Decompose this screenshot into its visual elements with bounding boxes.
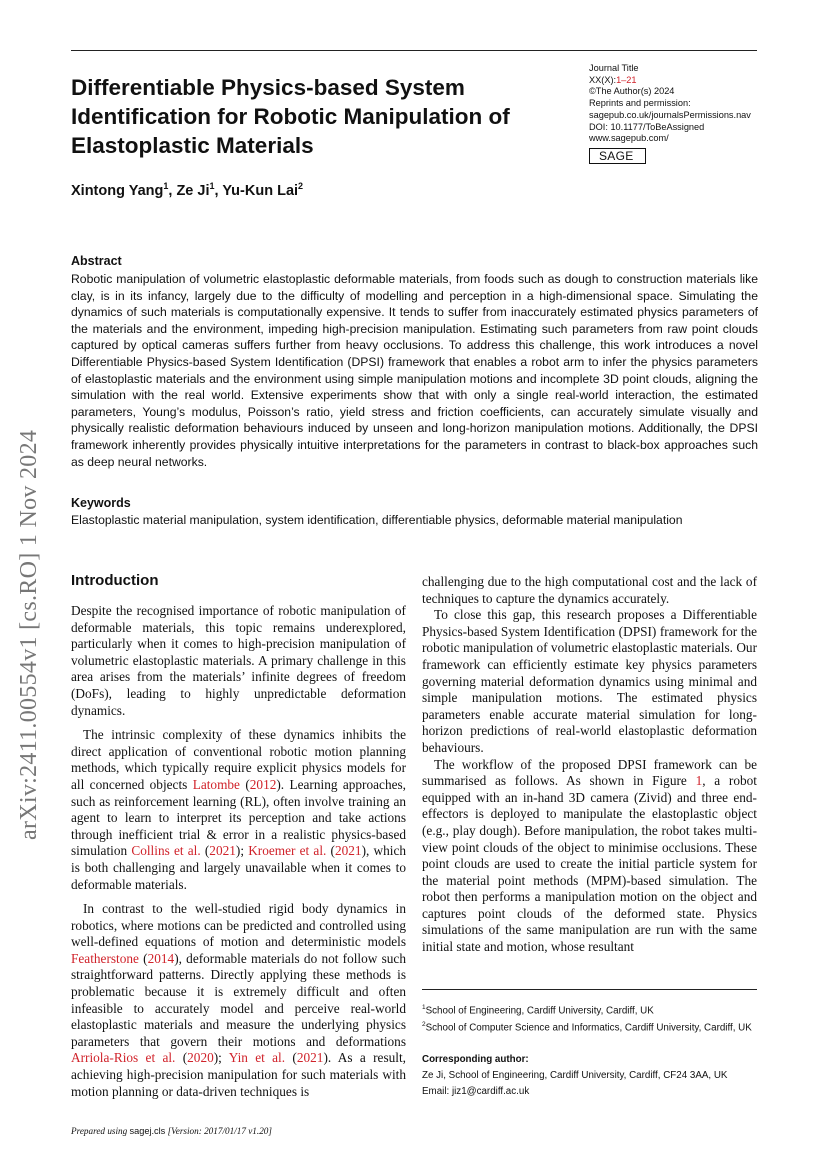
paragraph: The intrinsic complexity of these dynamics inhibits the direct application of conventional robotic motion planning methods, which typically require explicit physics models for all concerned objects Latombe (2012). Learning approaches, such as reinforcement learning (RL), often involve training an agent to learn to interpret its perception and take actions through inefficient trial & error in a realistic physics-based simulation Collins et al. (2021); Kroemer et al. (2021), which is both challenging and largely unavailable when it comes to deformable materials. (71, 727, 407, 892)
citation-year-link[interactable]: 2014 (147, 950, 175, 966)
affiliations (422, 1001, 762, 1034)
citation-link[interactable]: Arriola-Rios et al. (71, 1050, 176, 1066)
corresponding-email: Email: jiz1@cardiff.ac.uk (422, 1086, 530, 1098)
affiliation-mark: 1 (209, 181, 215, 191)
paragraph: In contrast to the well-studied rigid body dynamics in robotics, where motions can be predicted and controlled using well-defined equations of motion and deterministic models Featherstone (2014), deformable materials do not follow such straightforward patterns. Directly applying these methods is problematic because it is extremely difficult and often infeasible to accurately model and perceive real-world elastoplastic materials and measure the underlying physics parameters that govern their motions and deformations Arriola-Rios et al. (2020); Yin et al. (2021). As a result, achieving high-precision manipulation for such materials with motion planning or data-driven techniques is (71, 901, 406, 1099)
left-column (71, 603, 406, 1100)
permissions-url: sagepub.co.uk/journalsPermissions.nav (589, 109, 751, 120)
page-range-link[interactable]: 1–21 (616, 74, 637, 85)
figure-ref-link[interactable]: 1 (695, 773, 703, 789)
footnote-rule (422, 989, 757, 990)
corresponding-author-heading: Corresponding author: (422, 1054, 529, 1065)
citation-link[interactable]: Yin et al. (228, 1050, 286, 1066)
paragraph: To close this gap, this research proposes a Differentiable Physics-based System Identification (DPSI) framework for the robotic manipulation of volumetric elastoplastic materials. Our framework can efficiently estimate key physics parameters governing material deformation dynamics using minimal and simple manipulation motions. The estimated physics parameters enable accurate material simulation for long-horizon predictions of real-world elastoplastic deformation behaviours. (422, 607, 757, 755)
paragraph: challenging due to the high computational cost and the lack of techniques to capture the dynamics accurately. (422, 574, 757, 606)
paragraph: Despite the recognised importance of robotic manipulation of deformable materials, this topic remains underexplored, particularly when it comes to high-precision manipulation of volumetric elastoplastic materials. A primary challenge in this area arises from the materials’ infinite degrees of freedom (DoFs), leading to highly unpredictable deformation dynamics. (71, 603, 406, 718)
citation-year-link[interactable]: 2021 (296, 1050, 324, 1066)
doi: DOI: 10.1177/ToBeAssigned (589, 121, 705, 132)
abstract-heading: Abstract (71, 254, 122, 268)
abstract-text: Robotic manipulation of volumetric elastoplastic deformable materials, from foods such as dough to construction materials like clay, is in its infancy, largely due to the difficulty of modelling and perception in a high-dimensional space. Simulating the dynamics of such materials is computationally expensive. It tends to suffer from inaccurately estimated physics parameters of the materials and the environment, impeding high-precision manipulation. Estimating such parameters from raw point clouds captured by optical cameras suffers further from heavy occlusions. To address this challenge, this work introduces a novel Differentiable Physics-based System Identification (DPSI) framework that enables a robot arm to infer the physics parameters of elastoplastic materials and the environment using simple manipulation motions and incomplete 3D point clouds, aligning the simulation with the real world. Extensive experiments show that with only a single real-world interaction, the estimated parameters, Young’s modulus, Poisson’s ratio, yield stress and friction coefficients, can accurately simulate visually and physically realistic deformation behaviours induced by unseen and long-horizon manipulation motions. Additionally, the DPSI framework inherently provides physically intuitive interpretations for the parameters in contrast to black-box approaches such as deep neural networks. (71, 272, 758, 469)
affiliation-mark: 2 (298, 181, 304, 191)
paragraph: The workflow of the proposed DPSI framework can be summarised as follows. As shown in Figure 1, a robot equipped with an in-hand 3D camera (Zivid) and three end-effectors is deployed to manipulate the elastoplastic object (e.g., play dough). Before manipulation, the robot takes multi-view point clouds of the object to minimise occlusions. These point clouds are used to create the initial particle system for the material point methods (MPM)-based simulation. The robot then performs a manipulation motion on the object and captures point clouds of the deformed state. Physics simulations of the same manipulation are run with the same initial state and motion, whose resultant (422, 756, 757, 955)
corresponding-author-details (422, 1068, 727, 1101)
affiliation-2: $^2$School of Computer Science and Informatics, Cardiff University, Cardiff, UK (422, 1020, 752, 1033)
author: Ze Ji$^1$, (176, 181, 223, 199)
affiliation-1: $^1$School of Engineering, Cardiff University, Cardiff, UK (422, 1004, 654, 1017)
right-column (422, 574, 757, 956)
copyright: ©The Author(s) 2024 (589, 86, 675, 97)
citation-link[interactable]: Latombe (192, 776, 240, 792)
keywords-heading: Keywords (71, 496, 131, 510)
citation-year-link[interactable]: 2021 (334, 843, 362, 859)
top-rule (71, 50, 757, 51)
author-list (71, 181, 303, 199)
sage-website: www.sagepub.com/ (589, 133, 669, 144)
section-heading-introduction: Introduction (71, 572, 159, 589)
citation-year-link[interactable]: 2012 (249, 776, 277, 792)
prepared-using-footer: Prepared using sagej.cls [Version: 2017/01/17 v1.20] (71, 1126, 272, 1136)
journal-info (589, 63, 789, 164)
journal-volume: XX(X):1–21 (589, 74, 637, 85)
citation-year-link[interactable]: 2020 (187, 1050, 214, 1066)
author: Yu-Kun Lai$^2$ (222, 181, 304, 199)
arxiv-stamp: arXiv:2411.00554v1 [cs.RO] 1 Nov 2024 (16, 429, 42, 840)
citation-year-link[interactable]: 2021 (209, 843, 236, 859)
corresponding-address: Ze Ji, School of Engineering, Cardiff University, Cardiff, CF24 3AA, UK (422, 1070, 728, 1081)
affiliation-mark: 1 (163, 181, 169, 191)
citation-link[interactable]: Featherstone (71, 950, 139, 966)
sage-logo: SAGE (589, 148, 646, 164)
reprints: Reprints and permission: (589, 98, 691, 109)
paper-title: Differentiable Physics-based System Identification for Robotic Manipulation of Elastoplastic Materials (71, 75, 510, 158)
keywords-text: Elastoplastic material manipulation, system identification, differentiable physics, deformable material manipulation (71, 513, 683, 527)
citation-link[interactable]: Kroemer et al. (248, 843, 327, 859)
author: Xintong Yang$^1$, (71, 181, 177, 199)
citation-link[interactable]: Collins et al. (131, 843, 201, 859)
journal-title: Journal Title (589, 63, 639, 73)
